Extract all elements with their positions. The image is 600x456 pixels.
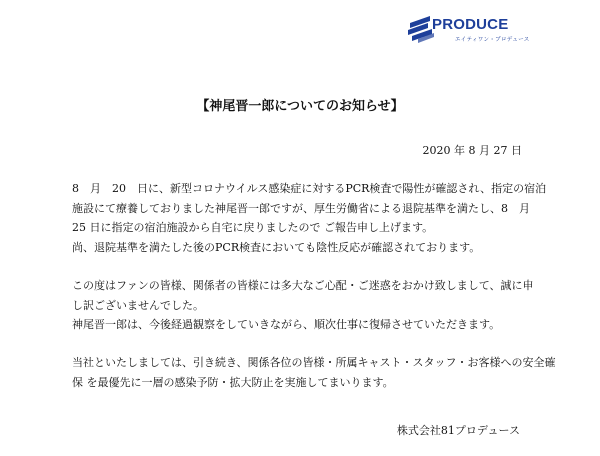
notice-title: 【神尾晋一郎についてのお知らせ】 <box>196 99 404 114</box>
company-signature: 株式会社81プロデュース <box>396 424 520 437</box>
body-line: 施設にて療養しておりました神尾晋一郎ですが、厚生労働省による退院基準を満たし、8 月 <box>72 202 530 215</box>
logo-wordmark: PRODUCE <box>432 16 509 33</box>
body-line: 当社といたしましては、引き続き、関係各位の皆様・所属キャスト・スタッフ・お客様への安全確 <box>72 356 556 369</box>
body-line: 8 月 20 日に、新型コロナウイルス感染症に対するPCR検査で陽性が確認され、指定の宿泊 <box>72 182 547 195</box>
body-line: この度はファンの皆様、関係者の皆様には多大なご心配・ご迷惑をおかけ致しまして、誠に申 <box>72 279 534 292</box>
body-line: 25 日に指定の宿泊施設から自宅に戻りましたので ご報告申し上げます。 <box>72 221 434 234</box>
body-line: 神尾晋一郎は、今後経過観察をしていきながら、順次仕事に復帰させていただきます。 <box>72 318 501 331</box>
company-logo <box>406 14 530 44</box>
logo-subtext: エイティワン・プロデュース <box>455 37 530 43</box>
body-line: 尚、退院基準を満たした後のPCR検査においても陰性反応が確認されております。 <box>72 241 481 254</box>
notice-date: 2020 年 8 月 27 日 <box>422 144 522 157</box>
body-line: 保 を最優先に一層の感染予防・拡大防止を実施してまいります。 <box>72 376 394 389</box>
body-line: し訳ございませんでした。 <box>72 299 204 312</box>
